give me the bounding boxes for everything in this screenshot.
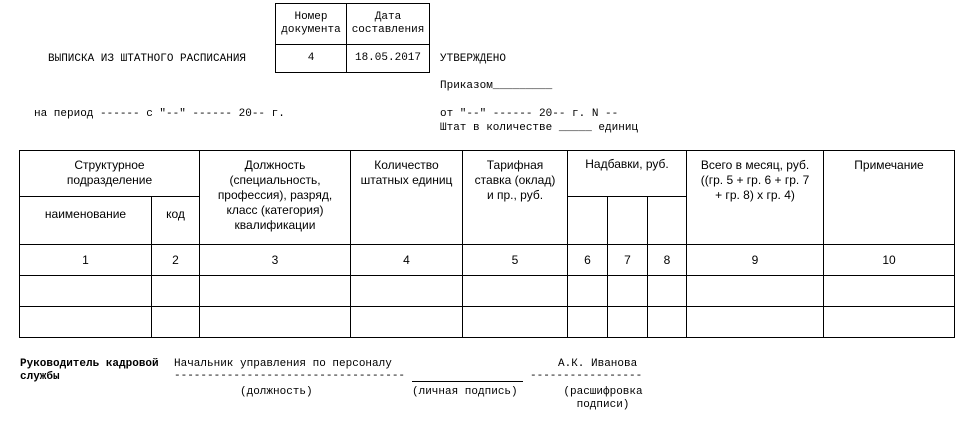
- signature-line: [412, 381, 523, 382]
- bonus-subcol-7: [608, 197, 648, 245]
- col-num: 4: [351, 245, 463, 276]
- date-label: Дата составления: [347, 4, 430, 45]
- position-caption: (должность): [240, 386, 313, 398]
- header-structural-unit: Структурное подразделение: [20, 151, 200, 197]
- staffing-table: [19, 150, 955, 338]
- header-tariff-rate: Тарифная ставка (оклад) и пр., руб.: [463, 151, 568, 245]
- document-title: ВЫПИСКА ИЗ ШТАТНОГО РАСПИСАНИЯ: [48, 53, 247, 65]
- column-number-row: [20, 245, 955, 276]
- col-num: 6: [568, 245, 608, 276]
- bonus-subcol-6: [568, 197, 608, 245]
- table-row: [20, 307, 955, 338]
- head-of-hr-label: Руководитель кадровой службы: [20, 358, 159, 383]
- signature-caption: (личная подпись): [412, 386, 518, 398]
- col-num: 10: [824, 245, 955, 276]
- header-bonuses: Надбавки, руб.: [568, 151, 687, 197]
- header-unit-code: код: [152, 197, 200, 245]
- col-num: 8: [648, 245, 687, 276]
- col-num: 5: [463, 245, 568, 276]
- header-staff-count: Количество штатных единиц: [351, 151, 463, 245]
- position-dashes: -----------------------------------: [174, 370, 406, 382]
- doc-number-date-box: [275, 3, 430, 73]
- doc-number-value: 4: [276, 45, 347, 73]
- col-num: 3: [200, 245, 351, 276]
- staff-count-line: Штат в количестве _____ единиц: [440, 122, 639, 134]
- table-row: [20, 276, 955, 307]
- date-value: 18.05.2017: [347, 45, 430, 73]
- header-unit-name: наименование: [20, 197, 152, 245]
- header-position: Должность (специальность, профессия), разряд, класс (категория) квалификации: [200, 151, 351, 245]
- doc-number-label: Номер документа: [276, 4, 347, 45]
- col-num: 7: [608, 245, 648, 276]
- order-date-line: от "--" ------ 20-- г. N --: [440, 108, 619, 120]
- col-num: 2: [152, 245, 200, 276]
- bonus-subcol-8: [648, 197, 687, 245]
- header-note: Примечание: [824, 151, 955, 245]
- period-line: на период ------ с "--" ------ 20-- г.: [34, 108, 285, 120]
- col-num: 9: [687, 245, 824, 276]
- position-value: Начальник управления по персоналу: [174, 358, 392, 370]
- name-caption: (расшифровка подписи): [563, 386, 643, 411]
- full-name-value: А.К. Иванова: [558, 358, 638, 370]
- order-label: Приказом_________: [440, 80, 553, 92]
- approved-label: УТВЕРЖДЕНО: [440, 53, 507, 65]
- col-num: 1: [20, 245, 152, 276]
- header-monthly-total: Всего в месяц, руб. ((гр. 5 + гр. 6 + гр. 7 + гр. 8) x гр. 4): [687, 151, 824, 245]
- name-dashes: -----------------: [530, 370, 643, 382]
